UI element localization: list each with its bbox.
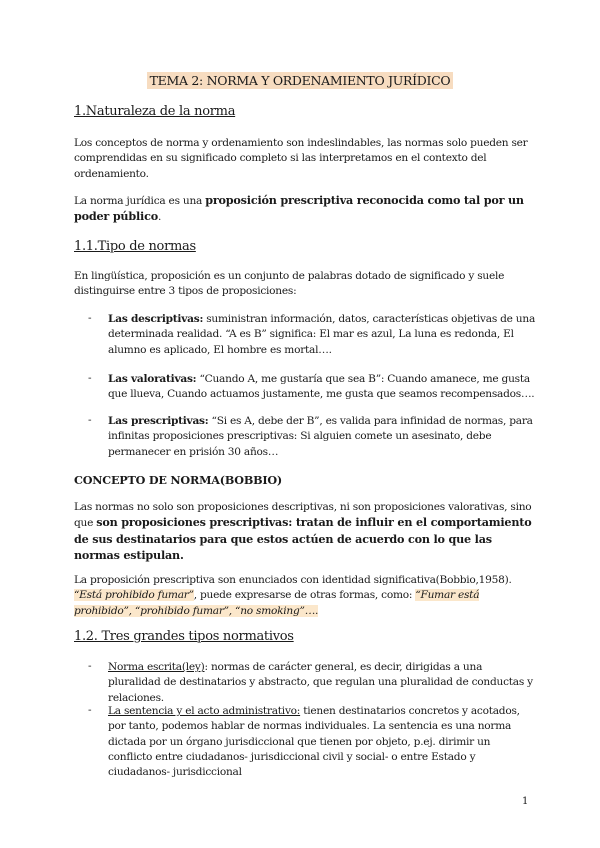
- text-run: La norma jurídica es una: [74, 195, 206, 207]
- paragraph-linguistica: En lingüística, proposición es un conjunto de palabras dotado de significado y suele distinguirse entre 3 tipos de proposiciones:: [74, 270, 505, 298]
- text-run: .: [157, 211, 162, 224]
- list-item: [90, 660, 535, 706]
- highlighted-example: “Fumar está prohibido”, “prohibido fumar”, “no smoking”….: [74, 589, 480, 617]
- section-heading-tipo-normas: 1.1.Tipo de normas: [74, 239, 196, 254]
- page-number: 1: [522, 796, 529, 807]
- list-item-term: Norma escrita(ley): [108, 661, 205, 673]
- bullet-dash: -: [88, 660, 92, 672]
- paragraph-conceptos: Los conceptos de norma y ordenamiento son indeslindables, las normas solo pueden ser comprendidas en su significado completo si las interpretamos en el contexto del ordenamiento.: [74, 137, 528, 180]
- list-item-term: Las valorativas:: [108, 373, 197, 385]
- list-item-term: Las descriptivas:: [108, 313, 204, 325]
- list-item-text: “Si es A, debe der B”, es valida para infinidad de normas, para infinitas proposiciones prescriptivas: Si alguien comete un asesinato, debe permanecer en prisión 30 años…: [108, 415, 533, 458]
- text-run: , puede expresarse de otras formas, como:: [193, 589, 416, 602]
- paragraph-bobbio: [74, 500, 534, 564]
- paragraph-norma-juridica: [74, 193, 534, 226]
- paragraph-proposicion: [74, 573, 534, 619]
- list-item: [90, 372, 535, 403]
- section-heading-naturaleza: 1.Naturaleza de la norma: [74, 104, 236, 119]
- list-item: [90, 312, 535, 358]
- bullet-dash: -: [88, 414, 92, 426]
- text-run: Las normas no solo son proposiciones descriptivas, ni son proposiciones valorativas, sino que: [74, 501, 532, 530]
- bullet-dash: -: [88, 704, 92, 716]
- highlighted-example: “Está prohibido fumar”: [74, 589, 194, 602]
- bullet-dash: -: [88, 312, 92, 324]
- list-item-text: : normas de carácter general, es decir, dirigidas a una pluralidad de destinatarios y abstracto, que regulan una pluralidad de conductas y relaciones.: [108, 661, 533, 704]
- bullet-dash: -: [88, 372, 92, 384]
- bold-statement: son proposiciones prescriptivas: tratan de influir en el comportamiento de sus destinatarios para que estos actúen de acuerdo con lo que las normas estipulan.: [74, 515, 532, 562]
- list-item-text: tienen destinatarios concretos y acotados, por tanto, podemos hablar de normas individuales. La sentencia es una norma dictada por un órgano jurisdiccional que tienen por objeto, p.ej. dirimir un conflicto entre ciudadanos- jurisdiccional civil y social- o entre Estado y ciudadanos- jurisdiccional: [108, 705, 520, 779]
- list-item-text: “Cuando A, me gustaría que sea B”: Cuando amanece, me gusta que llueva, Cuando actuamos justamente, me gusta que seamos recompensados….: [108, 373, 535, 401]
- document-title: TEMA 2: NORMA Y ORDENAMIENTO JURÍDICO: [147, 72, 454, 89]
- list-item: [90, 704, 535, 780]
- bold-definition: proposición prescriptiva reconocida como tal por un poder público: [74, 193, 524, 224]
- section-heading-tipos-normativos: 1.2. Tres grandes tipos normativos: [74, 629, 294, 644]
- text-run: La proposición prescriptiva son enunciados con identidad significativa(Bobbio,1958).: [74, 574, 512, 586]
- list-item: [90, 414, 535, 460]
- list-item-term: La sentencia y el acto administrativo:: [108, 705, 301, 717]
- list-item-text: suministran información, datos, características objetivas de una determinada realidad. “A es B” significa: El mar es azul, La luna es redonda, El alumno es aplicado, El hombre es mortal….: [108, 313, 536, 356]
- title-wrapper: [0, 70, 600, 89]
- list-item-term: Las prescriptivas:: [108, 415, 209, 427]
- section-heading-concepto: CONCEPTO DE NORMA(BOBBIO): [74, 473, 283, 487]
